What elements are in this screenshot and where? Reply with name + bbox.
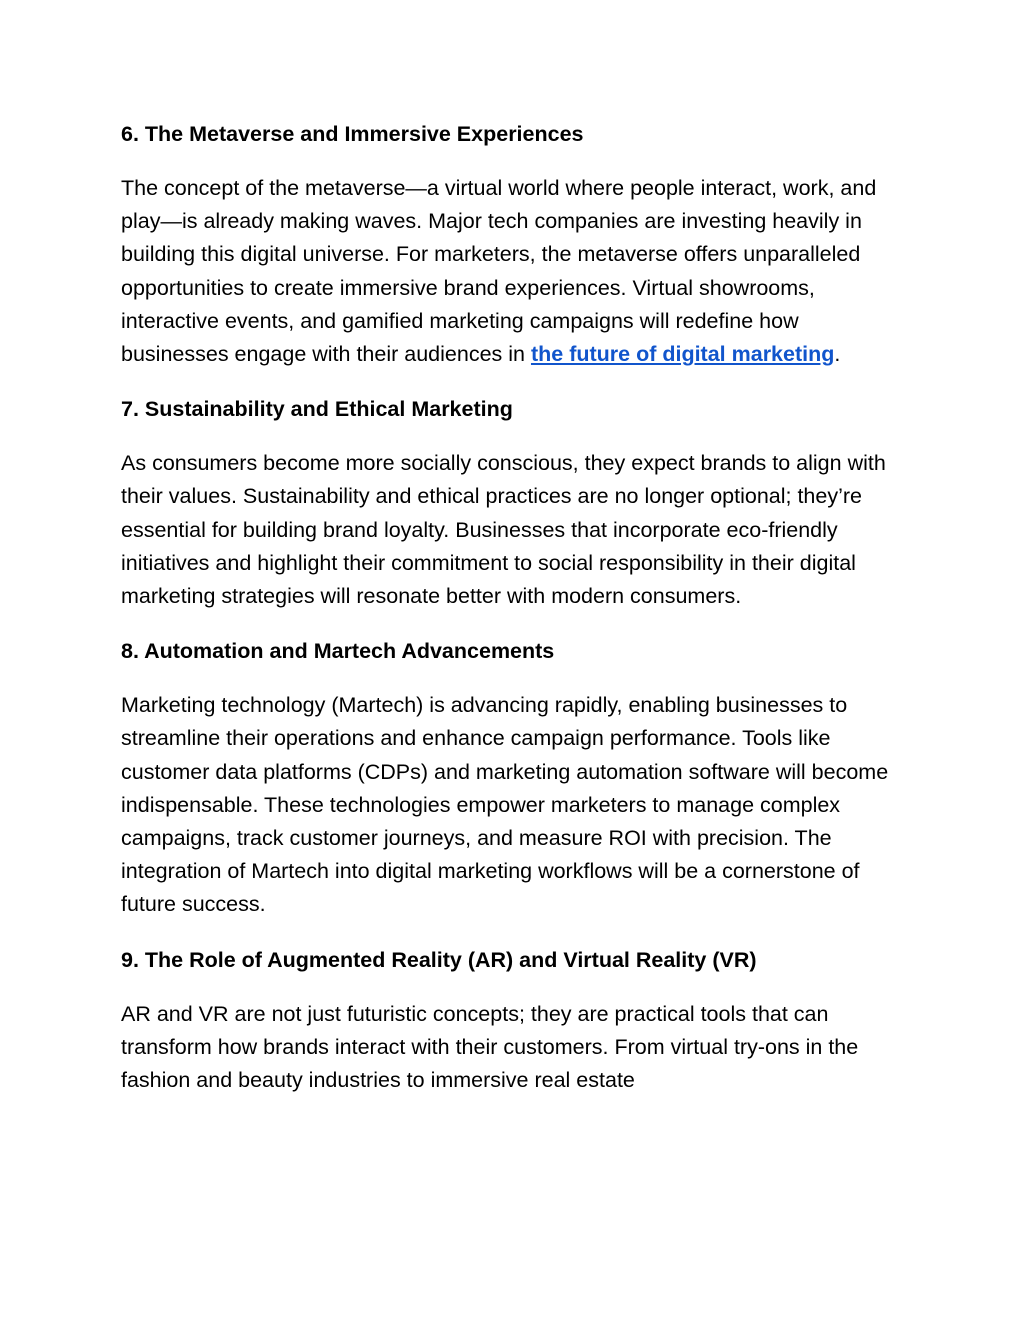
section-body-ar-vr: AR and VR are not just futuristic concepts; they are practical tools that can transform how brands interact with their customers. From virtual try-ons in the fashion and beauty industries to immersive real estate xyxy=(121,1001,859,1093)
section-heading-metaverse: 6. The Metaverse and Immersive Experiences xyxy=(121,122,584,146)
body-text: The concept of the metaverse—a virtual world where people interact, work, and play—is already making waves. Major tech companies are investing heavily in building this digital universe. For marketers, the metaverse offers unparalleled opportunities to create immersive brand experiences. Virtual showrooms, interactive events, and gamified marketing campaigns will redefine how businesses engage with their audiences in xyxy=(121,176,877,367)
future-of-digital-marketing-link[interactable]: the future of digital marketing xyxy=(530,342,835,367)
document-page xyxy=(121,118,911,1097)
section-heading-automation: 8. Automation and Martech Advancements xyxy=(121,639,555,664)
section-heading-ar-vr: 9. The Role of Augmented Reality (AR) and Virtual Reality (VR) xyxy=(121,947,757,972)
body-text-end: . xyxy=(834,342,841,367)
section-body-sustainability: As consumers become more socially conscious, they expect brands to align with their values. Sustainability and ethical practices are no longer optional; they’re essential for building brand loyalty. Businesses that incorporate eco-friendly initiatives and highlight their commitment to social responsibility in their digital marketing strategies will resonate better with modern consumers. xyxy=(121,451,886,609)
section-heading-sustainability: 7. Sustainability and Ethical Marketing xyxy=(121,397,513,422)
section-body-metaverse xyxy=(121,172,911,371)
section-body-automation: Marketing technology (Martech) is advancing rapidly, enabling businesses to streamline their operations and enhance campaign performance. Tools like customer data platforms (CDPs) and marketing automation software will become indispensable. These technologies empower marketers to manage complex campaigns, track customer journeys, and measure ROI with precision. The integration of Martech into digital marketing workflows will be a cornerstone of future success. xyxy=(121,693,889,917)
